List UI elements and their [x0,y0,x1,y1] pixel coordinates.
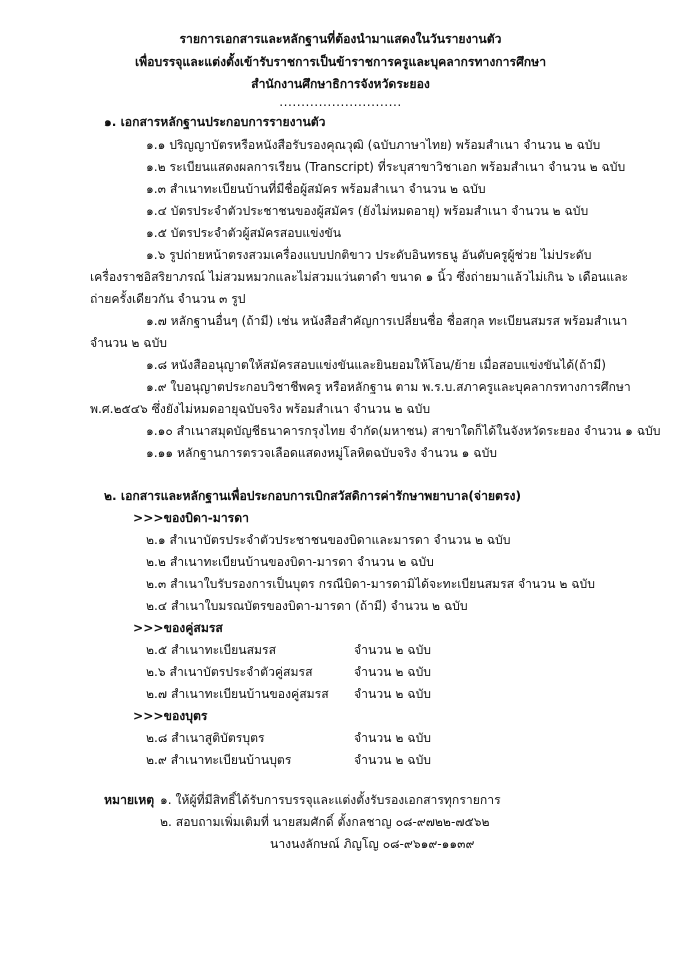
title-divider: ............................ [279,95,402,109]
section-2-item-8-qty: จำนวน ๒ ฉบับ [354,731,432,745]
note-2: ๒. สอบถามเพิ่มเติมที่ นายสมศักดิ์ ตั้งกลชาญ ๐๘-๙๗๒๒-๗๕๖๒ [160,815,490,829]
section-1-item-4: ๑.๔ บัตรประจำตัวประชาชนของผู้สมัคร (ยังไม่หมดอายุ) พร้อมสำเนา จำนวน ๒ ฉบับ [146,204,589,218]
section-2-item-7-label: ๒.๗ สำเนาทะเบียนบ้านของคู่สมรส [146,687,329,701]
subheading-parents: >>>ของบิดา-มารดา [133,511,249,525]
section-1-item-6-line-1: ๑.๖ รูปถ่ายหน้าตรงสวมเครื่องแบบปกติขาว ประดับอินทรธนู อันดับครูผู้ช่วย ไม่ประดับ [146,248,592,262]
section-1-item-11: ๑.๑๑ หลักฐานการตรวจเลือดแสดงหมู่โลหิตฉบับจริง จำนวน ๑ ฉบับ [146,446,498,460]
section-1-item-7-line-1: ๑.๗ หลักฐานอื่นๆ (ถ้ามี) เช่น หนังสือสำคัญการเปลี่ยนชื่อ ชื่อสกุล ทะเบียนสมรส พร้อมสำเนา [146,314,628,328]
section-1-item-3: ๑.๓ สำเนาทะเบียนบ้านที่มีชื่อผู้สมัคร พร้อมสำเนา จำนวน ๒ ฉบับ [146,182,486,196]
section-2-item-9-label: ๒.๙ สำเนาทะเบียนบ้านบุตร [146,753,292,767]
note-3: นางนงลักษณ์ ภิญโญ ๐๘-๙๖๑๙-๑๑๓๙ [270,837,475,851]
section-2-item-8-label: ๒.๘ สำเนาสูติบัตรบุตร [146,731,265,745]
section-1-item-6-line-3: ถ่ายครั้งเดียวกัน จำนวน ๓ รูป [90,292,246,306]
section-2-item-4: ๒.๔ สำเนาใบมรณบัตรของบิดา-มารดา (ถ้ามี) จำนวน ๒ ฉบับ [146,599,468,613]
section-2-item-2: ๒.๒ สำเนาทะเบียนบ้านของบิดา-มารดา จำนวน ๒ ฉบับ [146,555,434,569]
subheading-children: >>>ของบุตร [133,709,208,723]
doc-title-line-3: สำนักงานศึกษาธิการจังหวัดระยอง [251,77,430,91]
section-1-item-5: ๑.๕ บัตรประจำตัวผู้สมัครสอบแข่งขัน [146,226,342,240]
section-1-item-7-line-2: จำนวน ๒ ฉบับ [90,336,168,350]
section-2-item-1: ๒.๑ สำเนาบัตรประจำตัวประชาชนของบิดาและมารดา จำนวน ๒ ฉบับ [146,533,511,547]
section-1-item-10: ๑.๑๐ สำเนาสมุดบัญชีธนาคารกรุงไทย จำกัด(มหาชน) สาขาใดก็ได้ในจังหวัดระยอง จำนวน ๑ ฉบับ [146,424,661,438]
section-1-heading: ๑. เอกสารหลักฐานประกอบการรายงานตัว [104,115,326,129]
section-2-item-7-qty: จำนวน ๒ ฉบับ [354,687,432,701]
doc-title-line-2: เพื่อบรรจุและแต่งตั้งเข้ารับราชการเป็นข้าราชการครูและบุคลากรทางการศึกษา [134,55,547,69]
section-2-heading: ๒. เอกสารและหลักฐานเพื่อประกอบการเบิกสวัสดิการค่ารักษาพยาบาล(จ่ายตรง) [104,489,522,503]
section-1-item-9-line-2: พ.ศ.๒๕๔๖ ซึ่งยังไม่หมดอายุฉบับจริง พร้อมสำเนา จำนวน ๒ ฉบับ [90,402,431,416]
section-2-item-5-label: ๒.๕ สำเนาทะเบียนสมรส [146,643,277,657]
note-1: ๑. ให้ผู้ที่มีสิทธิ์ได้รับการบรรจุและแต่งตั้งรับรองเอกสารทุกรายการ [160,793,501,807]
doc-title-line-1: รายการเอกสารและหลักฐานที่ต้องนำมาแสดงในวันรายงานตัว [179,32,502,46]
section-1-item-2: ๑.๒ ระเบียนแสดงผลการเรียน (Transcript) ที่ระบุสาขาวิชาเอก พร้อมสำเนา จำนวน ๒ ฉบับ [146,160,626,174]
section-2-item-3: ๒.๓ สำเนาใบรับรองการเป็นบุตร กรณีบิดา-มารดามิได้จะทะเบียนสมรส จำนวน ๒ ฉบับ [146,577,595,591]
subheading-spouse: >>>ของคู่สมรส [133,621,223,635]
section-1-item-6-line-2: เครื่องราชอิสริยาภรณ์ ไม่สวมหมวกและไม่สวมแว่นตาดำ ขนาด ๑ นิ้ว ซึ่งถ่ายมาแล้วไม่เกิน ๖ เดือนและ [90,270,629,284]
section-2-item-9-qty: จำนวน ๒ ฉบับ [354,753,432,767]
notes-label: หมายเหตุ [104,793,155,807]
section-1-item-9-line-1: ๑.๙ ใบอนุญาตประกอบวิชาชีพครู หรือหลักฐาน ตาม พ.ร.บ.สภาครูและบุคลากรทางการศึกษา [146,380,631,394]
section-2-item-5-qty: จำนวน ๒ ฉบับ [354,643,432,657]
section-1-item-8: ๑.๘ หนังสืออนุญาตให้สมัครสอบแข่งขันและยินยอมให้โอน/ย้าย เมื่อสอบแข่งขันได้(ถ้ามี) [146,358,606,372]
section-2-item-6-qty: จำนวน ๒ ฉบับ [354,665,432,679]
section-2-item-6-label: ๒.๖ สำเนาบัตรประจำตัวคู่สมรส [146,665,313,679]
section-1-item-1: ๑.๑ ปริญญาบัตรหรือหนังสือรับรองคุณวุฒิ (ฉบับภาษาไทย) พร้อมสำเนา จำนวน ๒ ฉบับ [146,138,601,152]
